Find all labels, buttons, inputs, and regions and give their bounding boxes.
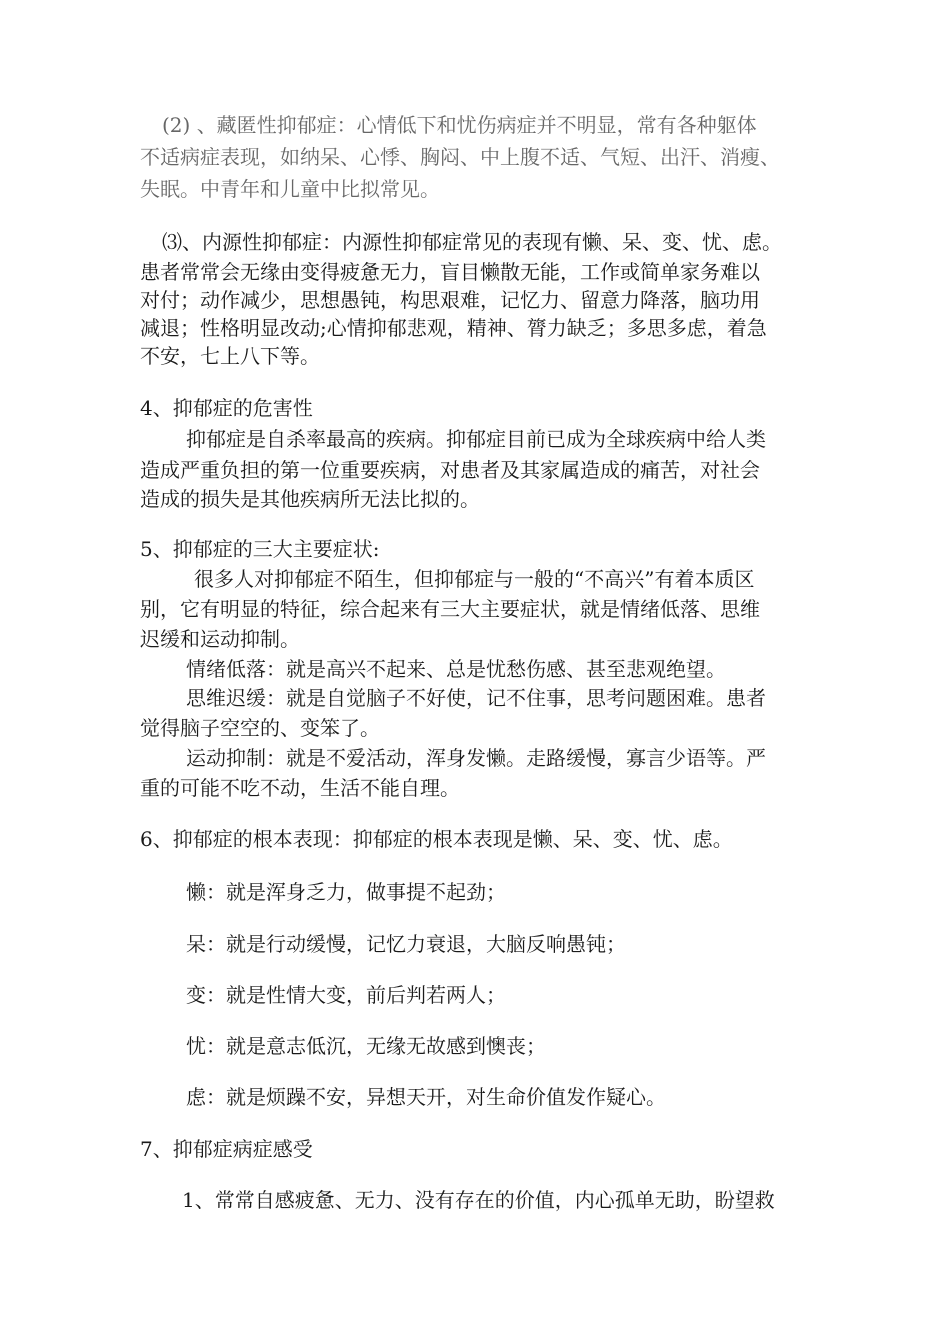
- paragraph-line: 抑郁症是自杀率最高的疾病。抑郁症目前已成为全球疾病中给人类: [186, 427, 766, 451]
- list-item: 虑：就是烦躁不安，异想天开，对生命价值发作疑心。: [186, 1085, 666, 1109]
- paragraph-line: 觉得脑子空空的、变笨了。: [140, 716, 380, 740]
- paragraph-line: ⑶、内源性抑郁症：内源性抑郁症常见的表现有懒、呆、变、忧、虑。: [162, 230, 782, 254]
- list-item: 懒：就是浑身乏力，做事提不起劲；: [186, 880, 506, 904]
- paragraph-line: 迟缓和运动抑制。: [140, 627, 300, 651]
- paragraph-line: 造成的损失是其他疾病所无法比拟的。: [140, 487, 480, 511]
- paragraph-line: 患者常常会无缘由变得疲惫无力，盲目懒散无能，工作或简单家务难以: [140, 260, 760, 284]
- paragraph-line: 1、常常自感疲惫、无力、没有存在的价值，内心孤单无助，盼望救: [182, 1188, 775, 1212]
- paragraph-line: 造成严重负担的第一位重要疾病，对患者及其家属造成的痛苦，对社会: [140, 458, 760, 482]
- paragraph-line: 减退；性格明显改动;心情抑郁悲观，精神、膂力缺乏；多思多虑，着急: [140, 316, 767, 340]
- list-item: 呆：就是行动缓慢，记忆力衰退，大脑反响愚钝；: [186, 932, 626, 956]
- paragraph-line: 别，它有明显的特征，综合起来有三大主要症状，就是情绪低落、思维: [140, 597, 760, 621]
- paragraph-line: 不安，七上八下等。: [140, 344, 320, 368]
- paragraph-line: 情绪低落：就是高兴不起来、总是忧愁伤感、甚至悲观绝望。: [186, 657, 726, 681]
- paragraph-line: (2) 、藏匿性抑郁症：心情低下和忧伤病症并不明显，常有各种躯体: [162, 113, 757, 137]
- paragraph-line: 不适病症表现，如纳呆、心悸、胸闷、中上腹不适、气短、出汗、消瘦、: [140, 145, 780, 169]
- paragraph-line: 失眠。中青年和儿童中比拟常见。: [140, 177, 440, 201]
- paragraph-line: 思维迟缓：就是自觉脑子不好使，记不住事，思考问题困难。患者: [186, 686, 766, 710]
- paragraph-line: 重的可能不吃不动，生活不能自理。: [140, 776, 460, 800]
- paragraph-line: 运动抑制：就是不爱活动，浑身发懒。走路缓慢，寡言少语等。严: [186, 746, 766, 770]
- paragraph-line: 很多人对抑郁症不陌生，但抑郁症与一般的“不高兴”有着本质区: [194, 567, 755, 591]
- section-heading: 7、抑郁症病症感受: [140, 1137, 313, 1161]
- section-heading: 5、抑郁症的三大主要症状:: [140, 537, 380, 561]
- list-item: 变：就是性情大变，前后判若两人；: [186, 983, 506, 1007]
- section-heading: 6、抑郁症的根本表现：抑郁症的根本表现是懒、呆、变、忧、虑。: [140, 827, 733, 851]
- section-heading: 4、抑郁症的危害性: [140, 396, 313, 420]
- list-item: 忧：就是意志低沉，无缘无故感到懊丧；: [186, 1034, 546, 1058]
- paragraph-line: 对付；动作减少，思想愚钝，构思艰难，记忆力、留意力降落，脑功用: [140, 288, 760, 312]
